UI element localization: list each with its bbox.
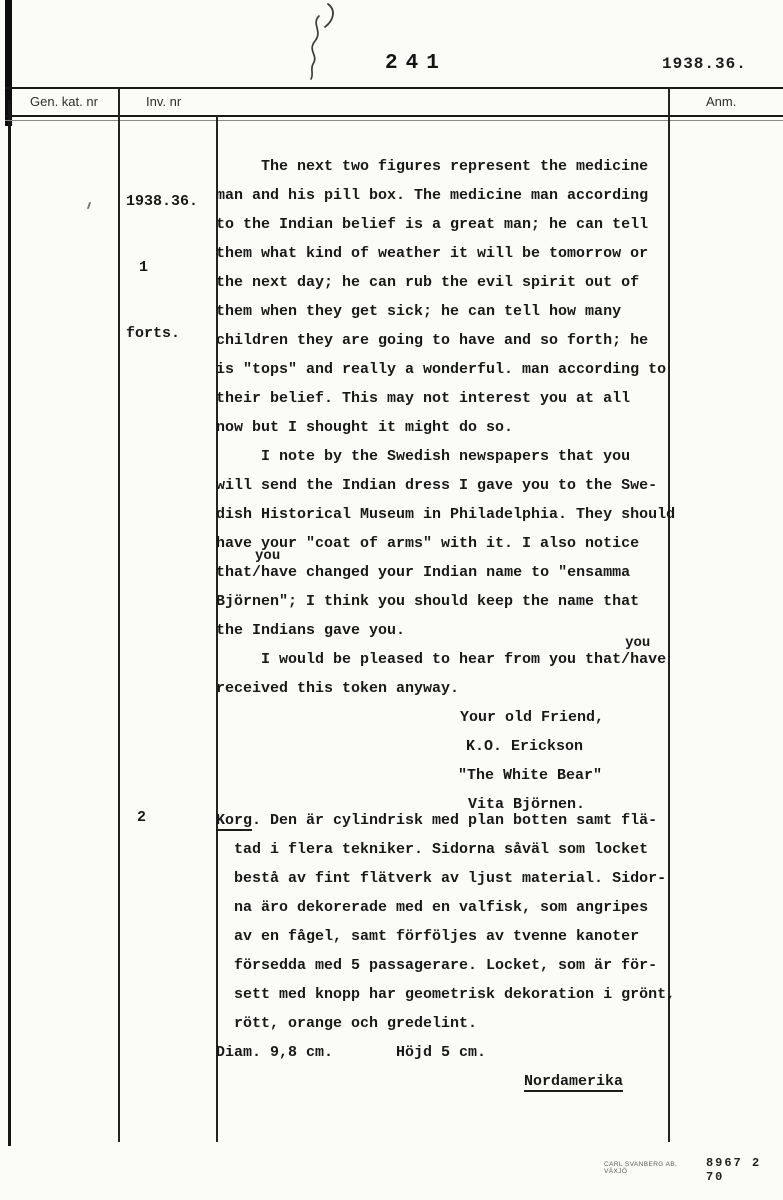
entry2-line: av en fågel, samt förföljes av tvenne kanoter (216, 928, 640, 945)
entry2-line: bestå av fint flätverk av ljust material. Sidor- (216, 870, 667, 887)
entry2-dimensions: Diam. 9,8 cm. Höjd 5 cm. (216, 1044, 487, 1061)
column-header-gen-kat-nr: Gen. kat. nr (30, 94, 98, 109)
column-header-anm: Anm. (706, 94, 737, 109)
column-divider-genkat-inv (118, 88, 120, 1142)
catalog-year-reference: 1938.36. (662, 55, 747, 73)
letter-line: them what kind of weather it will be tomorrow or (216, 245, 649, 262)
letter-line-with-insertion (216, 548, 675, 587)
entry2-title-line (216, 806, 675, 835)
letter-line: will send the Indian dress I gave you to the Swe- (216, 477, 658, 494)
insertion-post-text: have changed your Indian name to "ensamma (261, 564, 631, 581)
letter-body (216, 152, 675, 819)
letter-line: Björnen"; I think you should keep the name that (216, 593, 640, 610)
insertion-separator: / (621, 651, 631, 668)
letter-line: children they are going to have and so forth; he (216, 332, 649, 349)
entry2-body (216, 806, 675, 1096)
signature-name: K.O. Erickson (466, 738, 584, 755)
insertion-slash (252, 548, 281, 581)
inserted-word-above: you (625, 635, 651, 651)
entry2-line: na äro dekorerade med en valfisk, som angripes (216, 899, 649, 916)
insertion-pre-text: I would be pleased to hear from you that (216, 651, 622, 668)
letter-line: to the Indian belief is a great man; he can tell (216, 216, 649, 233)
letter-line: man and his pill box. The medicine man according (216, 187, 649, 204)
printer-footer (604, 1156, 783, 1184)
column-header-inv-nr: Inv. nr (146, 94, 182, 109)
printer-code: 8967 2 70 (705, 1156, 762, 1184)
scan-edge-line (8, 100, 11, 1146)
table-header-rule-echo (5, 120, 783, 121)
letter-line: their belief. This may not interest you at all (216, 390, 631, 407)
scan-mark (87, 202, 91, 209)
insertion-separator: / (252, 564, 262, 581)
signature-closing: Your old Friend, (460, 709, 605, 726)
letter-line: the next day; he can rub the evil spirit out of (216, 274, 640, 291)
entry2-line: tad i flera tekniker. Sidorna såväl som locket (216, 841, 649, 858)
inserted-word-above: you (255, 548, 281, 564)
region-label-underlined: Nordamerika (524, 1073, 624, 1090)
entry2-inventory-number: 2 (137, 809, 147, 826)
table-header-rule (5, 115, 783, 117)
letter-line: the Indians gave you. (216, 622, 406, 639)
insertion-post-text: have (630, 651, 667, 668)
entry2-title-underlined: Korg (216, 812, 253, 829)
table-top-rule (5, 87, 783, 89)
entry2-line: försedda med 5 passagerare. Locket, som är för- (216, 957, 658, 974)
letter-line: I note by the Swedish newspapers that you (216, 448, 631, 465)
entry2-line: rött, orange och gredelint. (216, 1015, 478, 1032)
entry1-inv-item: 1 (139, 259, 149, 276)
letter-line: received this token anyway. (216, 680, 460, 697)
page-number: 241 (385, 52, 447, 75)
entry1-inventory-number (126, 147, 198, 389)
letter-line: now but I shought it might do so. (216, 419, 514, 436)
entry2-title-rest: . Den är cylindrisk med plan botten samt flä- (252, 812, 658, 829)
letter-line: them when they get sick; he can tell how many (216, 303, 622, 320)
entry1-inv-year: 1938.36. (126, 193, 199, 210)
entry2-line: sett med knopp har geometrisk dekoration i grönt, (216, 986, 676, 1003)
signature-alias-swedish: Vita Björnen. (468, 796, 586, 813)
entry2-region-line (216, 1067, 675, 1096)
letter-line: have your "coat of arms" with it. I also notice (216, 535, 640, 552)
insertion-pre-text: that (216, 564, 253, 581)
handwritten-squiggle-mark (288, 0, 348, 82)
printer-name: CARL SVANBERG AB, VÄXJÖ (604, 1161, 678, 1175)
letter-line: is "tops" and really a wonderful. man according to (216, 361, 667, 378)
letter-line: dish Historical Museum in Philadelphia. They should (216, 506, 676, 523)
entry1-inv-forts: forts. (126, 325, 181, 342)
signature-alias: "The White Bear" (458, 767, 603, 784)
letter-line: The next two figures represent the medicine (216, 158, 649, 175)
letter-line-with-insertion (216, 635, 675, 674)
